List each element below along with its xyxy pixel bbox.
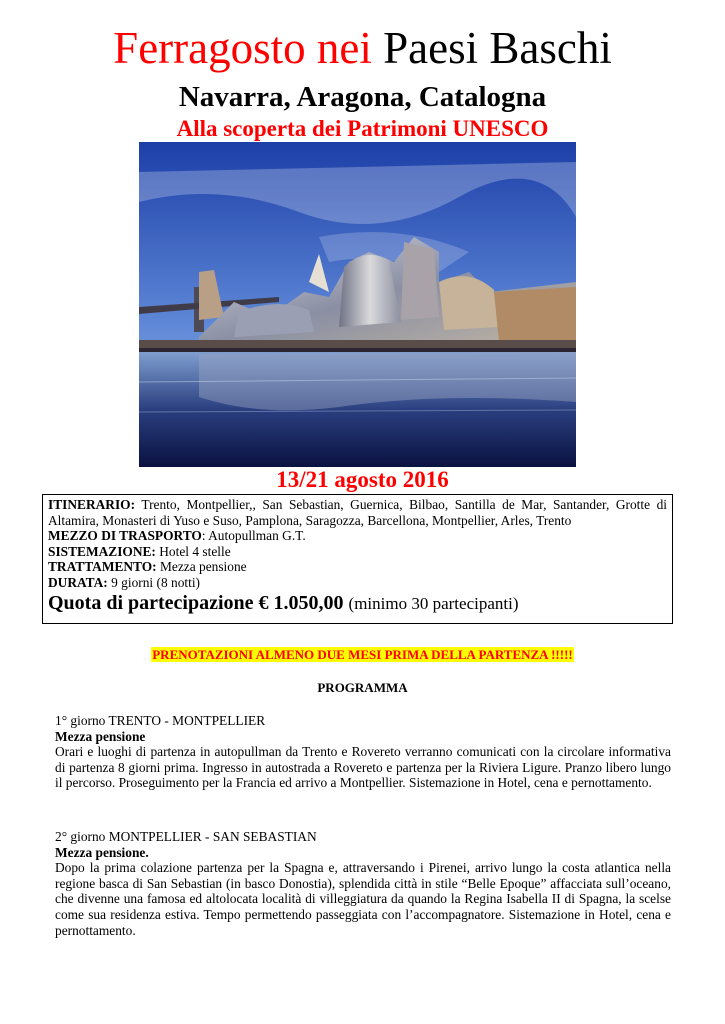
booking-notice: PRENOTAZIONI ALMENO DUE MESI PRIMA DELLA PARTENZA !!!!! — [152, 647, 573, 662]
itinerario-label: ITINERARIO: — [48, 497, 136, 512]
sistemazione-value: Hotel 4 stelle — [159, 543, 231, 559]
day-2-meal: Mezza pensione. — [55, 844, 149, 860]
title-part2: Paesi Baschi — [383, 23, 612, 73]
day-1-text: Orari e luoghi di partenza in autopullman da Trento e Rovereto verranno comunicati con la circolare informativa di partenza 8 giorni prima. Ingresso in autostrada a Rovereto e partenza per la Riviera Ligure. Pranzo libero lungo il percorso. Proseguimento per la Francia ed arrivo a Montpellier. Sistemazione in Hotel, cena e pernottamento. — [55, 744, 671, 791]
tagline: Alla scoperta dei Patrimoni UNESCO — [176, 116, 549, 141]
trip-dates: 13/21 agosto 2016 — [276, 467, 449, 492]
programma-heading: PROGRAMMA — [317, 680, 408, 695]
trattamento-line — [48, 559, 667, 575]
trattamento-label: TRATTAMENTO: — [48, 559, 157, 575]
guggenheim-photo — [139, 142, 576, 467]
day-1-section — [55, 713, 671, 791]
quota-line — [48, 591, 667, 616]
itinerario-line — [48, 497, 667, 528]
mezzo-line — [48, 528, 667, 544]
day-2-section — [55, 829, 671, 938]
day-2-text: Dopo la prima colazione partenza per la Spagna e, attraversando i Pirenei, arrivo lungo la costa atlantica nella regione basca di San Sebastian (in basco Donostia), splendida città in stile “Belle Epoque” affacciata sull’oceano, che divenne una famosa ed altolocata località di villeggiatura da quando la Regina Isabella II di Spagna, la scelse come sua residenza estiva. Tempo permettendo passeggiata con l’accompagnatore. Sistemazione in Hotel, cena e pernottamento. — [55, 860, 671, 938]
day-1-heading: 1° giorno TRENTO - MONTPELLIER — [55, 713, 266, 728]
title-part1: Ferragosto nei — [113, 23, 372, 73]
sistemazione-line — [48, 544, 667, 560]
quota-note: (minimo 30 partecipanti) — [348, 593, 519, 613]
mezzo-label: MEZZO DI TRASPORTO — [48, 528, 202, 544]
trattamento-value: Mezza pensione — [159, 559, 247, 575]
durata-value: 9 giorni (8 notti) — [111, 574, 201, 590]
itinerario-value: Trento, Montpellier,, San Sebastian, Guernica, Bilbao, Santilla de Mar, Santander, Grotte di Altamira, Monasteri di Yuso e Suso, Pamplona, Saragozza, Barcellona, Montpellier, Arles, Trento — [48, 497, 667, 528]
trip-info-box — [42, 494, 673, 624]
quota-label: Quota di partecipazione € 1.050,00 — [48, 591, 344, 614]
durata-label: DURATA: — [48, 574, 108, 590]
page-subtitle: Navarra, Aragona, Catalogna — [178, 81, 547, 113]
sistemazione-label: SISTEMAZIONE: — [48, 543, 156, 559]
day-1-meal: Mezza pensione — [55, 728, 146, 744]
day-2-heading: 2° giorno MONTPELLIER - SAN SEBASTIAN — [55, 829, 317, 844]
durata-line — [48, 575, 667, 591]
mezzo-value: : Autopullman G.T. — [201, 528, 306, 544]
page-title — [0, 22, 725, 74]
